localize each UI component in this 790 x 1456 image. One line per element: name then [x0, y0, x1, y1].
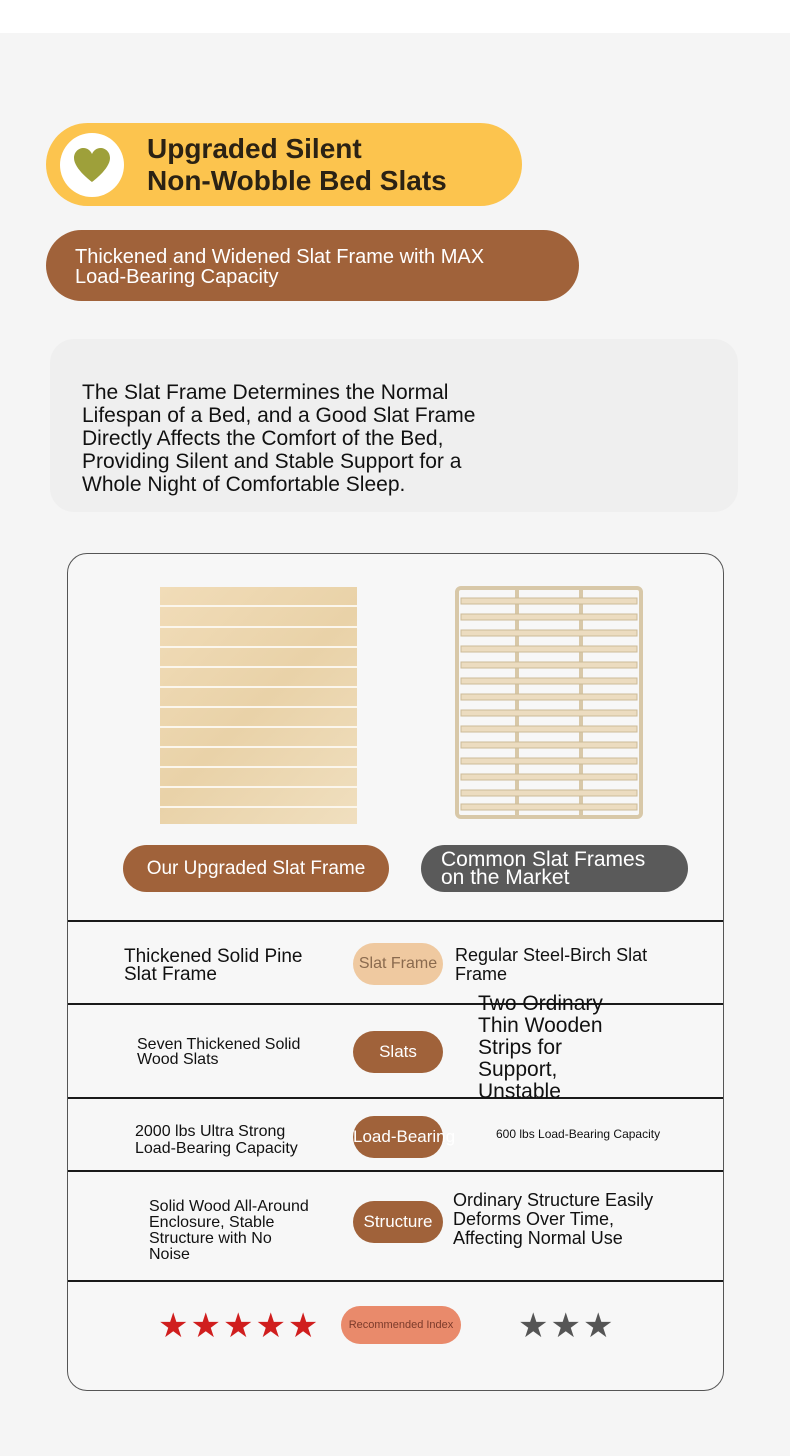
cell-line: Load-Bearing Capacity: [135, 1140, 298, 1157]
row-divider: [68, 1097, 723, 1099]
title-banner: [46, 123, 522, 206]
row-divider: [68, 1003, 723, 1005]
category-load-bearing: Load-Bearing: [353, 1116, 443, 1158]
row-load-ours: [135, 1123, 298, 1157]
cell-line: Support,: [478, 1058, 558, 1081]
cell-line: Strips for: [478, 1036, 563, 1059]
slat-line: [160, 806, 357, 808]
cell-line: Ordinary Structure Easily: [453, 1190, 654, 1210]
intro-line: Directly Affects the Comfort of the Bed,: [82, 427, 444, 450]
heart-badge: [60, 133, 124, 197]
slat-line: [160, 605, 357, 607]
row-structure-ours: [149, 1199, 309, 1263]
page-title: [147, 133, 507, 197]
cell-line: Enclosure, Stable: [149, 1214, 275, 1231]
cell-line: Frame: [455, 964, 508, 984]
common-label-line: on the Market: [441, 866, 570, 889]
intro-line: The Slat Frame Determines the Normal: [82, 381, 449, 404]
cell-line: Unstable: [478, 1080, 561, 1103]
subtitle-line: Thickened and Widened Slat Frame with MAX: [75, 246, 485, 268]
recommended-index-label: Recommended Index: [341, 1306, 461, 1344]
subtitle-line: Load-Bearing Capacity: [75, 266, 279, 288]
page-title-line: Upgraded Silent: [147, 133, 362, 164]
slat-line: [160, 746, 357, 748]
row-load-common: [496, 1127, 660, 1141]
cell-line: 600 lbs Load-Bearing Capacity: [496, 1127, 661, 1141]
common-rating-stars: ★★★: [518, 1307, 616, 1345]
cell-line: Regular Steel-Birch Slat: [455, 945, 648, 965]
cell-line: Seven Thickened Solid: [137, 1036, 301, 1053]
cell-line: Solid Wood All-Around: [149, 1198, 309, 1215]
intro-line: Lifespan of a Bed, and a Good Slat Frame: [82, 404, 476, 427]
ours-rating-stars: ★★★★★: [158, 1307, 321, 1345]
cell-line: Affecting Normal Use: [453, 1228, 623, 1248]
category-structure: Structure: [353, 1201, 443, 1243]
comparison-table: [67, 553, 724, 1391]
category-slats: Slats: [353, 1031, 443, 1073]
row-slats-common: [478, 993, 603, 1103]
row-slat-frame-ours: [124, 948, 303, 984]
top-strip: [0, 0, 790, 33]
slat-line: [160, 626, 357, 628]
cell-line: Two Ordinary: [478, 992, 603, 1015]
intro-text: [82, 381, 522, 496]
cell-line: Structure with No: [149, 1230, 272, 1247]
cell-line: Slat Frame: [124, 964, 217, 985]
common-slat-image: [455, 586, 643, 819]
intro-line: Providing Silent and Stable Support for a: [82, 450, 462, 473]
slat-line: [160, 666, 357, 668]
heart-icon: [72, 147, 112, 183]
upgraded-slat-image: [160, 587, 357, 824]
cell-line: Deforms Over Time,: [453, 1209, 615, 1229]
cell-line: Thin Wooden: [478, 1014, 603, 1037]
slat-line: [160, 726, 357, 728]
upgraded-label: Our Upgraded Slat Frame: [123, 845, 389, 892]
row-structure-common: [453, 1191, 653, 1248]
category-slat-frame: Slat Frame: [353, 943, 443, 985]
intro-card: [50, 339, 738, 512]
subtitle-banner: [46, 230, 579, 301]
slat-line: [160, 766, 357, 768]
row-divider: [68, 1280, 723, 1282]
slat-line: [160, 646, 357, 648]
slat-line: [160, 686, 357, 688]
row-slats-ours: [137, 1037, 300, 1067]
page-title-line: Non-Wobble Bed Slats: [147, 165, 447, 196]
intro-line: Whole Night of Comfortable Sleep.: [82, 473, 406, 496]
slat-line: [160, 706, 357, 708]
cell-line: 2000 lbs Ultra Strong: [135, 1123, 286, 1140]
cell-line: Thickened Solid Pine: [124, 946, 303, 967]
cell-line: Noise: [149, 1246, 190, 1263]
slat-line: [160, 786, 357, 788]
row-divider: [68, 1170, 723, 1172]
row-slat-frame-common: [455, 946, 647, 984]
row-divider: [68, 920, 723, 922]
common-label: [421, 845, 688, 892]
common-label-line: Common Slat Frames: [441, 848, 646, 871]
cell-line: Wood Slats: [137, 1051, 219, 1068]
